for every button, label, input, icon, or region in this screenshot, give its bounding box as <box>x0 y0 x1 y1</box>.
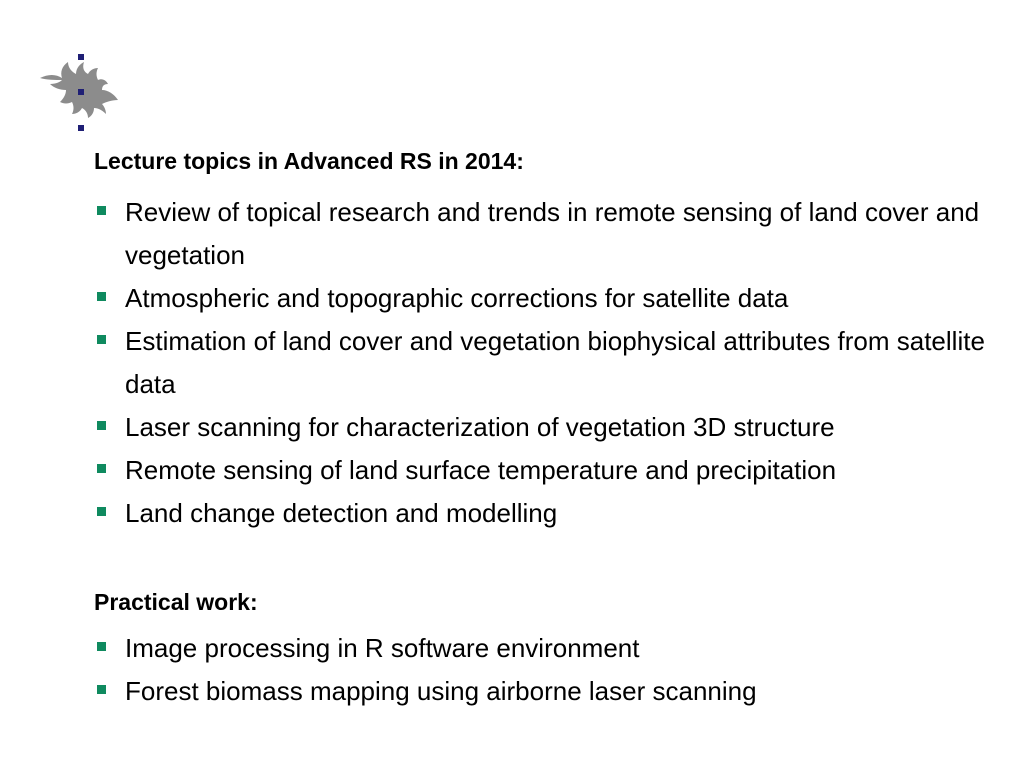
square-bullet-icon <box>97 421 106 430</box>
list-item <box>94 492 994 535</box>
flame-logo-icon <box>36 48 126 136</box>
list-item-text: Land change detection and modelling <box>125 498 558 528</box>
square-bullet-icon <box>97 292 106 301</box>
square-bullet-icon <box>97 335 106 344</box>
square-bullet-icon <box>97 642 106 651</box>
logo-dot <box>78 125 84 131</box>
list-item-text: Laser scanning for characterization of vegetation 3D structure <box>125 412 835 442</box>
square-bullet-icon <box>97 685 106 694</box>
lecture-topics-heading: Lecture topics in Advanced RS in 2014: <box>94 148 524 174</box>
list-item-text: Forest biomass mapping using airborne laser scanning <box>125 676 757 706</box>
lecture-topics-list <box>94 191 994 535</box>
list-item-text: Estimation of land cover and vegetation biophysical attributes from satellite data <box>125 326 985 399</box>
list-item-text: Review of topical research and trends in remote sensing of land cover and vegetation <box>125 197 980 270</box>
list-item <box>94 320 994 406</box>
list-item <box>94 670 994 713</box>
section-spacer <box>94 535 994 584</box>
list-item <box>94 627 994 670</box>
list-item <box>94 449 994 492</box>
list-item-text: Atmospheric and topographic corrections for satellite data <box>125 283 789 313</box>
square-bullet-icon <box>97 507 106 516</box>
list-item <box>94 277 994 320</box>
practical-work-heading: Practical work: <box>94 589 258 615</box>
practical-work-list <box>94 627 994 713</box>
square-bullet-icon <box>97 464 106 473</box>
list-item-text: Image processing in R software environment <box>125 633 640 663</box>
slide-content <box>94 143 994 713</box>
list-item <box>94 191 994 277</box>
list-item-text: Remote sensing of land surface temperature and precipitation <box>125 455 837 485</box>
square-bullet-icon <box>97 206 106 215</box>
university-logo <box>36 48 126 136</box>
logo-dot <box>78 54 84 60</box>
list-item <box>94 406 994 449</box>
